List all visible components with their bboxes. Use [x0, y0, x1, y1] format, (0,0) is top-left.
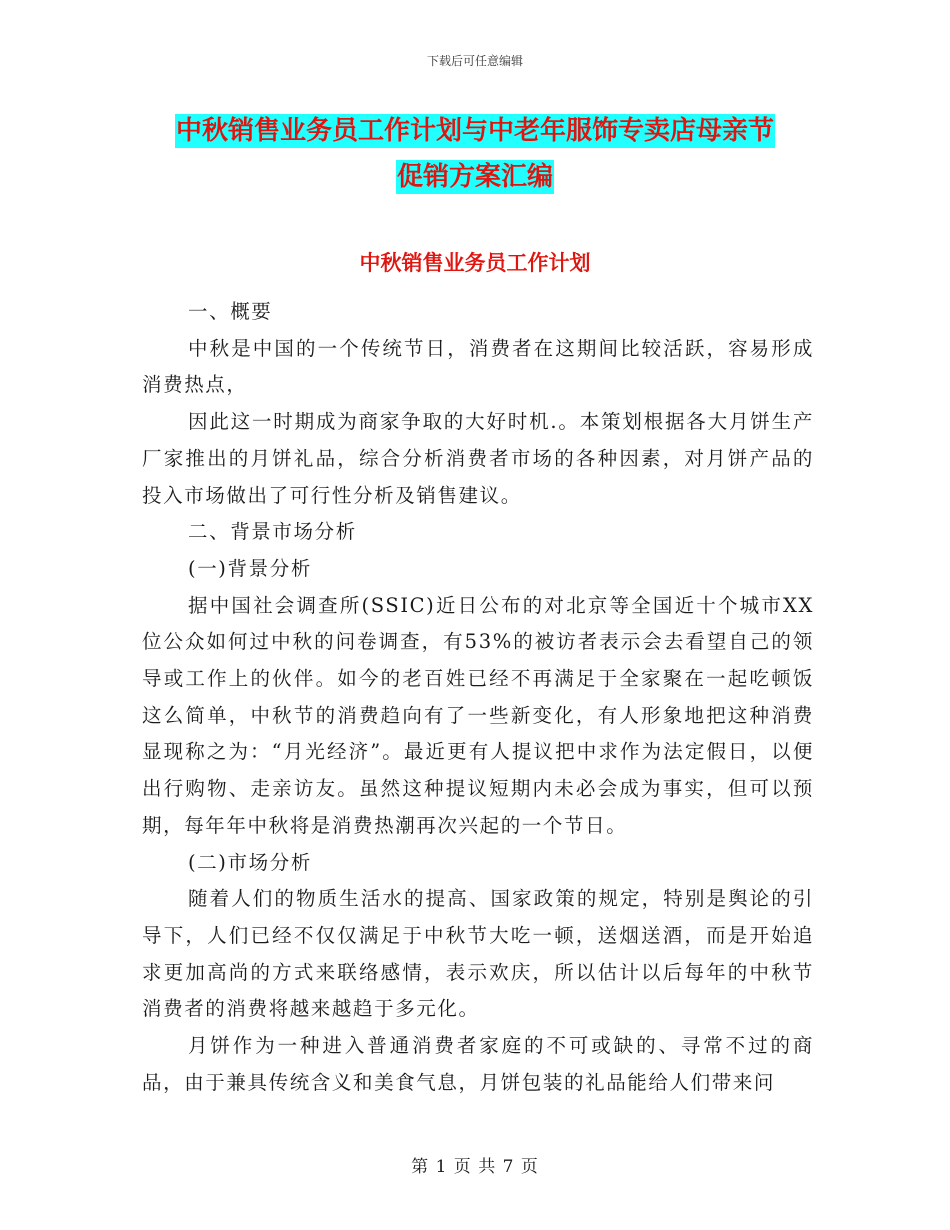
paragraph: 据中国社会调查所(SSIC)近日公布的对北京等全国近十个城市XX位公众如何过中秋的问卷调查，有53%的被访者表示会去看望自己的领导或工作上的伙伴。如今的老百姓已经不再满足于全家聚在一起吃顿饭这么简单，中秋节的消费趋向有了一些新变化，有人形象地把这种消费显现称之为：“月光经济”。最近更有人提议把中求作为法定假日，以便出行购物、走亲访友。虽然这种提议短期内未必会成为事实，但可以预期，每年年中秋将是消费热潮再次兴起的一个节日。	[142, 593, 814, 837]
heading-background-market: 二、背景市场分析	[188, 520, 357, 544]
title-line-1: 中秋销售业务员工作计划与中老年服饰专卖店母亲节	[175, 116, 774, 146]
heading-market-analysis: (二)市场分析	[188, 850, 312, 874]
title-line-2: 促销方案汇编	[396, 162, 553, 192]
paragraph: 因此这一时期成为商家争取的大好时机.。本策划根据各大月饼生产厂家推出的月饼礼品，综合分析消费者市场的各种因素，对月饼产品的投入市场做出了可行性分析及销售建议。	[142, 410, 814, 507]
document-title	[0, 108, 950, 200]
heading-overview: 一、概要	[188, 300, 273, 323]
heading-background-analysis: (一)背景分析	[188, 556, 312, 580]
paragraph: 随着人们的物质生活水的提高、国家政策的规定，特别是舆论的引导下，人们已经不仅仅满足于中秋节大吃一顿，送烟送酒，而是开始追求更加高尚的方式来联络感情，表示欢庆，所以估计以后每年的中秋节消费者的消费将越来越趋于多元化。	[142, 887, 814, 1021]
paragraph: 中秋是中国的一个传统节日，消费者在这期间比较活跃，容易形成消费热点，	[142, 336, 814, 397]
page-number: 第 1 页 共 7 页	[411, 1157, 539, 1177]
section-title: 中秋销售业务员工作计划	[359, 251, 591, 275]
header-note: 下载后可任意编辑	[426, 54, 523, 68]
body-text	[142, 294, 814, 1101]
paragraph: 月饼作为一种进入普通消费者家庭的不可或缺的、寻常不过的商品，由于兼具传统含义和美食气息，月饼包装的礼品能给人们带来问	[142, 1034, 814, 1094]
